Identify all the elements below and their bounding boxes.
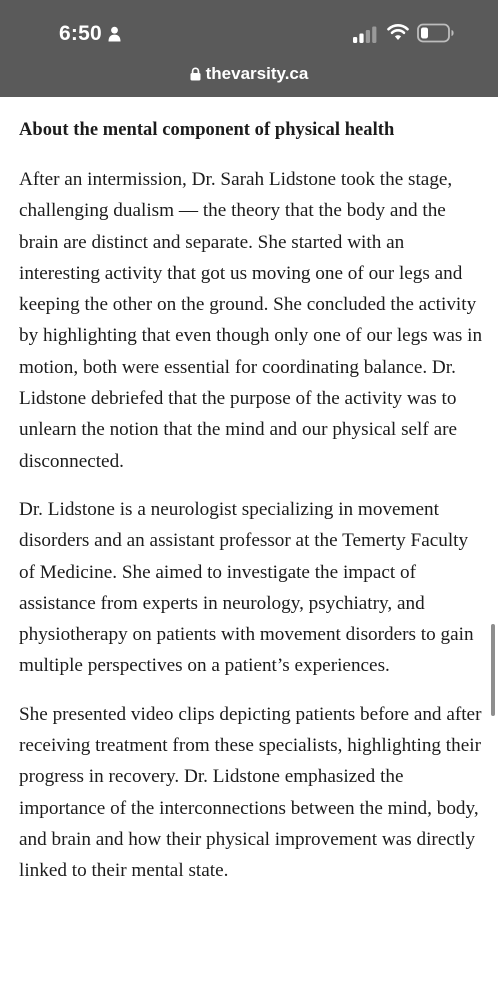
address-bar[interactable] [0, 60, 498, 88]
article-paragraph: Dr. Lidstone is a neurologist specializing in movement disorders and an assistant professor at the Temerty Faculty of Medicine. She aimed to investigate the impact of assistance from experts in neurology, psychiatry, and physiotherapy on patients with movement disorders to gain multiple perspectives on a patient’s experiences. [19, 498, 474, 677]
section-heading: About the mental component of physical health [19, 120, 395, 140]
person-icon [108, 26, 121, 42]
article-body [19, 112, 483, 887]
article-paragraph: She presented video clips depicting patients before and after receiving treatment from these specialists, highlighting their progress in recovery. Dr. Lidstone emphasized the importance of the interconnections between the mind, body, and brain and how their physical improvement was directly linked to their mental state. [19, 703, 482, 882]
cellular-signal-icon [353, 25, 379, 43]
article-paragraph: After an intermission, Dr. Sarah Lidstone took the stage, challenging dualism — the theory that the body and the brain are distinct and separate. She started with an interesting activity that got us moving one of our legs and keeping the other on the ground. She concluded the activity by highlighting that even though only one of our legs was in motion, both were essential for coordinating balance. Dr. Lidstone debriefed that the purpose of the activity was to unlearn the notion that the mind and our physical self are disconnected. [19, 169, 483, 472]
status-bar [0, 0, 498, 66]
status-time: 6:50 [59, 22, 102, 45]
lock-icon [190, 67, 201, 81]
browser-top-bar [0, 0, 498, 97]
url-text[interactable]: thevarsity.ca [205, 64, 309, 83]
battery-icon [417, 23, 455, 43]
wifi-icon [387, 23, 409, 41]
scrollbar[interactable] [491, 624, 495, 716]
status-time-group [59, 21, 121, 47]
